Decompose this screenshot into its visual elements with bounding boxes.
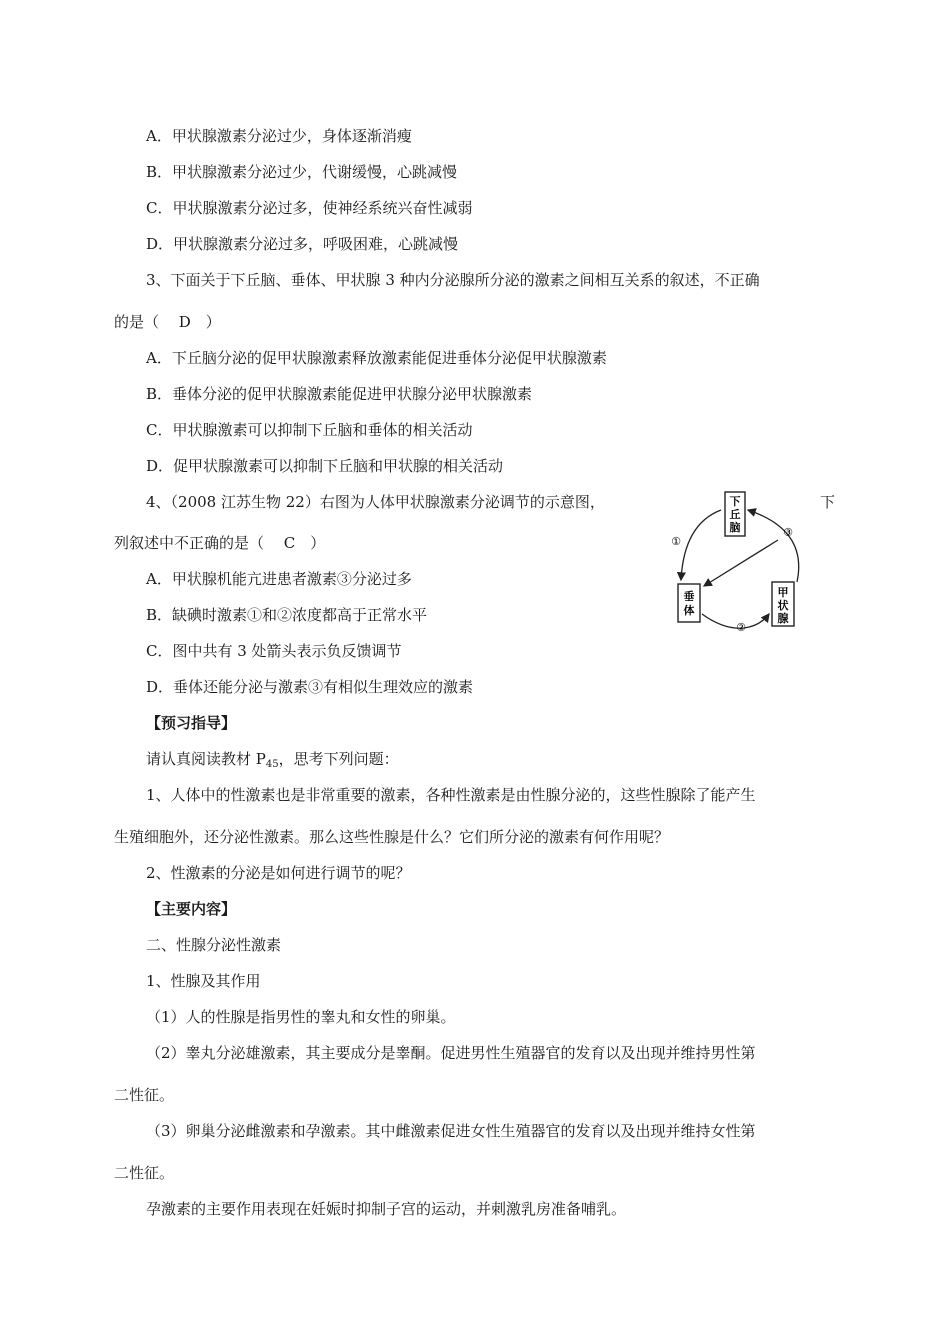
box-thyroid [772, 582, 794, 626]
arrow-thyroid-to-pituitary [704, 540, 778, 586]
preview-intro-page: 45 [265, 759, 279, 770]
q4-option-d: D．垂体还能分泌与激素③有相似生理效应的激素 [146, 678, 474, 696]
box-pituitary-char-1: 垂 [683, 590, 695, 603]
box-thyroid-char-1: 甲 [777, 586, 789, 599]
preview-q2: 2、性激素的分泌是如何进行调节的呢？ [146, 864, 411, 882]
q3-option-a: A．下丘脑分泌的促甲状腺激素释放激素能促进垂体分泌促甲状腺激素 [146, 349, 607, 367]
label-hormone-2: ② [736, 621, 746, 632]
main-heading: 【主要内容】 [146, 900, 237, 918]
q4-stem-line1: 4、（2008 江苏生物 22）右图为人体甲状腺激素分泌调节的示意图， [146, 493, 605, 511]
box-thyroid-char-3: 腺 [777, 612, 789, 625]
q3-option-d: D．促甲状腺激素可以抑制下丘脑和甲状腺的相关活动 [146, 457, 504, 475]
q3-option-c: C．甲状腺激素可以抑制下丘脑和垂体的相关活动 [146, 421, 473, 439]
preview-heading: 【预习指导】 [146, 714, 237, 732]
q2-option-a: A．甲状腺激素分泌过少，身体逐渐消瘦 [146, 127, 412, 145]
q3-option-b: B．垂体分泌的促甲状腺激素能促进甲状腺分泌甲状腺激素 [146, 385, 533, 403]
q4-stem-line1-end: 下 [820, 493, 836, 511]
preview-q1-line2: 生殖细胞外，还分泌性激素。那么这些性腺是什么？它们所分泌的激素有何作用呢？ [114, 828, 670, 846]
q4-option-c: C．图中共有 3 处箭头表示负反馈调节 [146, 642, 402, 660]
arrow-hormone-1 [681, 510, 721, 580]
subsection-1-title: 1、性腺及其作用 [146, 972, 261, 990]
box-thyroid-char-2: 状 [777, 599, 789, 612]
q3-stem-line1: 3、下面关于下丘脑、垂体、甲状腺 3 种内分泌腺所分泌的激素之间相互关系的叙述，不正确 [146, 271, 760, 289]
paragraph-3-line1: （3）卵巢分泌雌激素和孕激素。其中雌激素促进女性生殖器官的发育以及出现并维持女性第 [146, 1122, 756, 1140]
box-hypothalamus-char-3: 脑 [729, 521, 741, 534]
q2-option-d: D．甲状腺激素分泌过多，呼吸困难，心跳减慢 [146, 235, 459, 253]
box-pituitary-char-2: 体 [683, 604, 695, 617]
label-hormone-1: ① [671, 535, 681, 548]
preview-intro-prefix: 请认真阅读教材 P [146, 750, 266, 768]
box-hypothalamus-char-1: 下 [729, 495, 741, 508]
paragraph-2-line2: 二性征。 [114, 1086, 175, 1104]
box-hypothalamus-char-2: 丘 [729, 508, 741, 521]
thyroid-regulation-diagram [668, 490, 818, 632]
q4-option-a: A．甲状腺机能亢进患者激素③分泌过多 [146, 570, 412, 588]
preview-q1-line1: 1、人体中的性激素也是非常重要的激素，各种性激素是由性腺分泌的，这些性腺除了能产生 [146, 786, 756, 804]
paragraph-1: （1）人的性腺是指男性的睾丸和女性的卵巢。 [146, 1008, 456, 1026]
preview-intro [146, 749, 399, 769]
q4-option-b: B．缺碘时激素①和②浓度都高于正常水平 [146, 606, 428, 624]
paragraph-4: 孕激素的主要作用表现在妊娠时抑制子宫的运动，并刺激乳房准备哺乳。 [146, 1200, 627, 1218]
paragraph-2-line1: （2）睾丸分泌雄激素，其主要成分是睾酮。促进男性生殖器官的发育以及出现并维持男性第 [146, 1044, 756, 1062]
q2-option-c: C．甲状腺激素分泌过多，使神经系统兴奋性减弱 [146, 199, 473, 217]
section-2-title: 二、性腺分泌性激素 [146, 936, 282, 954]
box-pituitary [678, 584, 700, 622]
arrow-hormone-3 [748, 510, 799, 582]
paragraph-3-line2: 二性征。 [114, 1164, 175, 1182]
q4-stem-line2: 列叙述中不正确的是（ C ） [114, 534, 326, 552]
q2-option-b: B．甲状腺激素分泌过少，代谢缓慢，心跳减慢 [146, 163, 458, 181]
preview-intro-suffix: ，思考下列问题： [278, 750, 399, 768]
label-hormone-3: ③ [783, 526, 793, 539]
box-hypothalamus [725, 492, 745, 536]
q3-stem-line2: 的是（ D ） [114, 313, 221, 331]
